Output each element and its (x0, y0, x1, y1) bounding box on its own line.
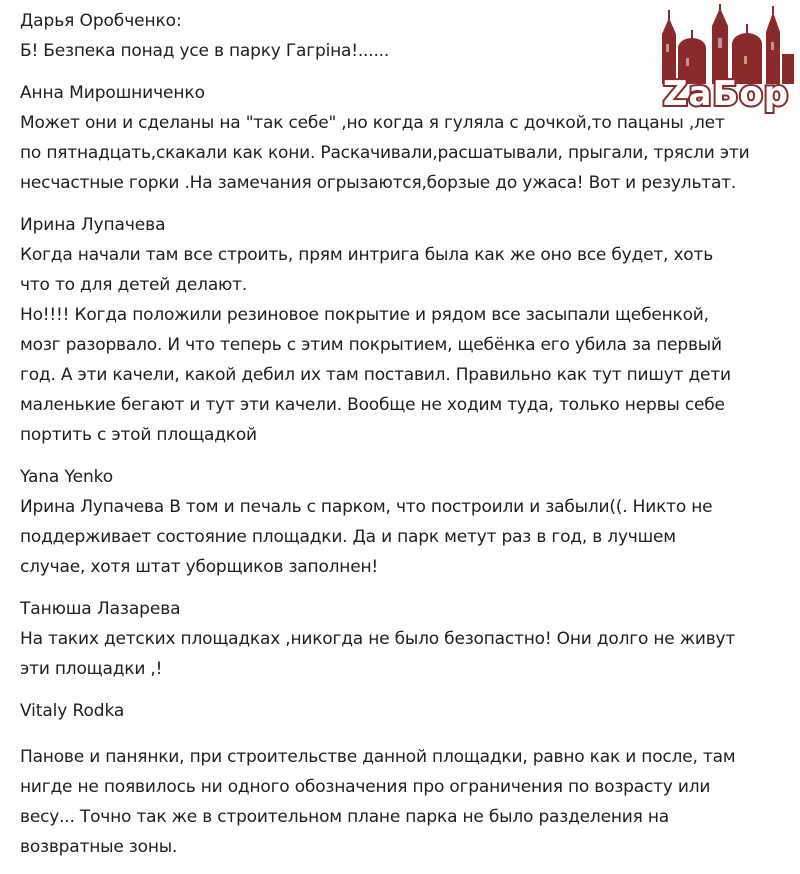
comment (20, 696, 736, 862)
comment-author[interactable]: Анна Мирошниченко (20, 83, 205, 103)
comment (20, 462, 713, 582)
comment (20, 210, 731, 450)
comment-author[interactable]: Ирина Лупачева (20, 215, 166, 235)
comment-author[interactable]: Yana Yenko (20, 467, 114, 487)
comment-line: возвратные зоны. (20, 837, 178, 857)
comment-line: Б! Безпека понад усе в парку Гагріна!...... (20, 41, 390, 61)
comment-line: что то для детей делают. (20, 275, 248, 295)
church-silhouette-icon (656, 4, 796, 84)
comment (20, 594, 736, 684)
comment-line: Но!!!! Когда положили резиновое покрытие и рядом все засыпали щебенкой, (20, 305, 709, 325)
comment-author[interactable]: Дарья Оробченко: (20, 11, 182, 31)
comment-line: по пятнадцать,скакали как кони. Раскачивали,расшатывали, прыгали, трясли эти (20, 143, 750, 163)
comment-text (20, 624, 736, 684)
comment-text (20, 240, 731, 450)
comment-line: На таких детских площадках ,никогда не было безопастно! Они долго не живут (20, 629, 736, 649)
comment-line: поддерживает состояние площадки. Да и парк метут раз в год, в лучшем (20, 527, 676, 547)
comment-line: весу... Точно так же в строительном плане парка не было разделения на (20, 807, 669, 827)
comment-author[interactable]: Vitaly Rodka (20, 701, 125, 721)
comment-text (20, 742, 736, 862)
comment-line: год. А эти качели, какой дебил их там поставил. Правильно как тут пишут дети (20, 365, 731, 385)
comment (20, 6, 660, 66)
comment-line: случае, хотя штат уборщиков заполнен! (20, 557, 379, 577)
comment-author[interactable]: Танюша Лазарева (20, 599, 181, 619)
comment-line: Панове и панянки, при строительстве данной площадки, равно как и после, там (20, 747, 736, 767)
comment-line: маленькие бегают и тут эти качели. Вообще не ходим туда, только нервы себе (20, 395, 725, 415)
logo-text: ZaБор (662, 74, 790, 114)
zabor-logo (656, 4, 796, 116)
comment-line: Когда начали там все строить, прям интрига была как же оно все будет, хоть (20, 245, 714, 265)
comment-text (20, 36, 660, 66)
comment-line: портить с этой площадкой (20, 425, 257, 445)
comment-text (20, 108, 750, 198)
comment-line: эти площадки ,! (20, 659, 163, 679)
comment-line: Может они и сделаны на "так себе" ,но когда я гуляла с дочкой,то пацаны ,лет (20, 113, 725, 133)
comment-text (20, 492, 713, 582)
comment-line: нигде не появилось ни одного обозначения про ограничения по возрасту или (20, 777, 711, 797)
comment-line: Ирина Лупачева В том и печаль с парком, что построили и забыли((. Никто не (20, 497, 713, 517)
comment-line: мозг разорвало. И что теперь с этим покрытием, щебёнка его убила за первый (20, 335, 722, 355)
comment-line: несчастные горки .На замечания огрызаются,борзые до ужаса! Вот и результат. (20, 173, 737, 193)
